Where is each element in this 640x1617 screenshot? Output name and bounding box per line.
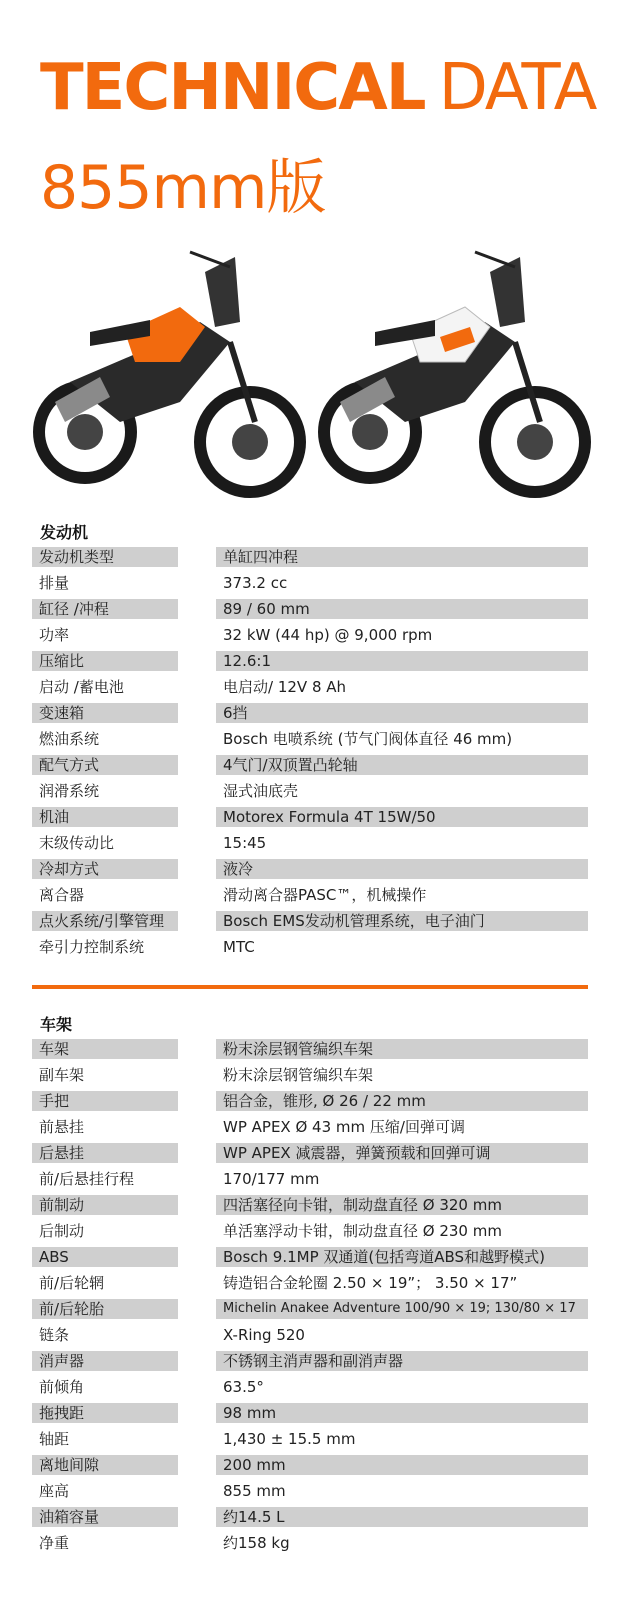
spec-value: 液冷: [216, 859, 588, 879]
spec-row: [32, 1244, 588, 1270]
spec-value: 滑动离合器PASC™，机械操作: [223, 886, 427, 904]
spec-label: 后制动: [39, 1222, 85, 1240]
spec-label: 润滑系统: [39, 782, 100, 800]
spec-label: 末级传动比: [39, 834, 115, 852]
spec-value: 170/177 mm: [223, 1170, 320, 1188]
spec-row: [32, 1166, 588, 1192]
page-subtitle: 855mm版: [40, 153, 326, 223]
spec-row: [32, 1062, 588, 1088]
spec-label: 点火系统/引擎管理: [32, 911, 178, 931]
spec-label: 发动机类型: [32, 547, 178, 567]
spec-label: 机油: [32, 807, 178, 827]
spec-value: 63.5°: [223, 1378, 264, 1396]
engine-section-title: 发动机: [40, 523, 89, 542]
spec-label: 压缩比: [32, 651, 178, 671]
spec-value: WP APEX Ø 43 mm 压缩/回弹可调: [223, 1118, 465, 1136]
spec-value: 粉末涂层钢管编织车架: [223, 1066, 374, 1084]
spec-row: [32, 674, 588, 700]
spec-label: 消声器: [32, 1351, 178, 1371]
spec-row: [32, 648, 588, 674]
spec-row: [32, 1478, 588, 1504]
spec-label: 配气方式: [32, 755, 178, 775]
spec-label: 副车架: [39, 1066, 85, 1084]
spec-value: 200 mm: [216, 1455, 588, 1475]
spec-row: [32, 1114, 588, 1140]
spec-row: [32, 596, 588, 622]
spec-label: 前/后悬挂行程: [39, 1170, 135, 1188]
spec-label: 离合器: [39, 886, 85, 904]
spec-value: Bosch EMS发动机管理系统，电子油门: [216, 911, 588, 931]
spec-value: 1,430 ± 15.5 mm: [223, 1430, 356, 1448]
spec-label: 启动 /蓄电池: [39, 678, 124, 696]
spec-value: MTC: [223, 938, 255, 956]
spec-value: 不锈钢主消声器和副消声器: [216, 1351, 588, 1371]
spec-label: 变速箱: [32, 703, 178, 723]
spec-row: [32, 1036, 588, 1062]
spec-row: [32, 804, 588, 830]
spec-value: 铸造铝合金轮圈 2.50 × 19”； 3.50 × 17”: [223, 1274, 518, 1292]
spec-value: 约158 kg: [223, 1534, 290, 1552]
spec-value: 855 mm: [223, 1482, 286, 1500]
spec-value: 373.2 cc: [223, 574, 288, 592]
spec-label: 后悬挂: [32, 1143, 178, 1163]
chassis-spec-table: [32, 1036, 588, 1556]
spec-row: [32, 622, 588, 648]
spec-value: 单缸四冲程: [216, 547, 588, 567]
spec-value: 粉末涂层钢管编织车架: [216, 1039, 588, 1059]
spec-row: [32, 934, 588, 960]
spec-row: [32, 1530, 588, 1556]
spec-row: [32, 700, 588, 726]
spec-label: 拖拽距: [32, 1403, 178, 1423]
motorcycle-images: [30, 232, 610, 512]
orange-motorcycle-image: [39, 252, 300, 492]
spec-row: [32, 1504, 588, 1530]
spec-value: 电启动/ 12V 8 Ah: [223, 678, 347, 696]
spec-row: [32, 1192, 588, 1218]
white-motorcycle-image: [324, 252, 585, 492]
spec-value: 铝合金，锥形, Ø 26 / 22 mm: [216, 1091, 588, 1111]
spec-row: [32, 1218, 588, 1244]
spec-row: [32, 752, 588, 778]
spec-value: 4气门/双顶置凸轮轴: [216, 755, 588, 775]
section-divider: [32, 985, 588, 989]
spec-row: [32, 544, 588, 570]
spec-value: Motorex Formula 4T 15W/50: [216, 807, 588, 827]
spec-label: 前制动: [32, 1195, 178, 1215]
spec-value: 89 / 60 mm: [216, 599, 588, 619]
spec-value: 6挡: [216, 703, 588, 723]
spec-row: [32, 856, 588, 882]
spec-value: 12.6:1: [216, 651, 588, 671]
spec-label: 排量: [39, 574, 70, 592]
engine-spec-table: [32, 544, 588, 960]
spec-row: [32, 1296, 588, 1322]
spec-label: 牵引力控制系统: [39, 938, 145, 956]
page-title: [40, 48, 595, 128]
spec-label: 轴距: [39, 1430, 70, 1448]
chassis-section-title: 车架: [40, 1015, 73, 1034]
spec-value: WP APEX 减震器，弹簧预载和回弹可调: [216, 1143, 588, 1163]
spec-value: Michelin Anakee Adventure 100/90 × 19; 130/80 × 17: [216, 1299, 588, 1319]
spec-value: Bosch 电喷系统 (节气门阀体直径 46 mm): [223, 730, 513, 748]
spec-value: 98 mm: [216, 1403, 588, 1423]
title-bold: TECHNICAL: [40, 51, 425, 125]
spec-label: 冷却方式: [32, 859, 178, 879]
spec-row: [32, 1426, 588, 1452]
spec-row: [32, 1322, 588, 1348]
spec-label: 缸径 /冲程: [32, 599, 178, 619]
spec-label: ABS: [32, 1247, 178, 1267]
spec-label: 手把: [32, 1091, 178, 1111]
spec-label: 燃油系统: [39, 730, 100, 748]
spec-value: 单活塞浮动卡钳，制动盘直径 Ø 230 mm: [223, 1222, 502, 1240]
spec-value: 湿式油底壳: [223, 782, 299, 800]
spec-value: 15:45: [223, 834, 267, 852]
spec-value: X-Ring 520: [223, 1326, 305, 1344]
spec-value: 32 kW (44 hp) @ 9,000 rpm: [223, 626, 433, 644]
spec-row: [32, 778, 588, 804]
spec-label: 座高: [39, 1482, 70, 1500]
spec-row: [32, 882, 588, 908]
spec-value: 约14.5 L: [216, 1507, 588, 1527]
spec-row: [32, 1088, 588, 1114]
spec-label: 链条: [39, 1326, 70, 1344]
spec-value: 四活塞径向卡钳，制动盘直径 Ø 320 mm: [216, 1195, 588, 1215]
spec-label: 净重: [39, 1534, 70, 1552]
spec-row: [32, 570, 588, 596]
spec-row: [32, 1140, 588, 1166]
spec-label: 油箱容量: [32, 1507, 178, 1527]
spec-row: [32, 830, 588, 856]
spec-value: Bosch 9.1MP 双通道(包括弯道ABS和越野模式): [216, 1247, 588, 1267]
spec-row: [32, 1400, 588, 1426]
spec-row: [32, 1452, 588, 1478]
spec-row: [32, 1348, 588, 1374]
spec-label: 前倾角: [39, 1378, 85, 1396]
spec-row: [32, 1270, 588, 1296]
spec-label: 前/后轮辋: [39, 1274, 105, 1292]
spec-label: 车架: [32, 1039, 178, 1059]
spec-label: 功率: [39, 626, 70, 644]
title-light: DATA: [438, 51, 596, 125]
spec-row: [32, 908, 588, 934]
spec-row: [32, 726, 588, 752]
spec-row: [32, 1374, 588, 1400]
spec-label: 前/后轮胎: [32, 1299, 178, 1319]
spec-label: 前悬挂: [39, 1118, 85, 1136]
spec-label: 离地间隙: [32, 1455, 178, 1475]
